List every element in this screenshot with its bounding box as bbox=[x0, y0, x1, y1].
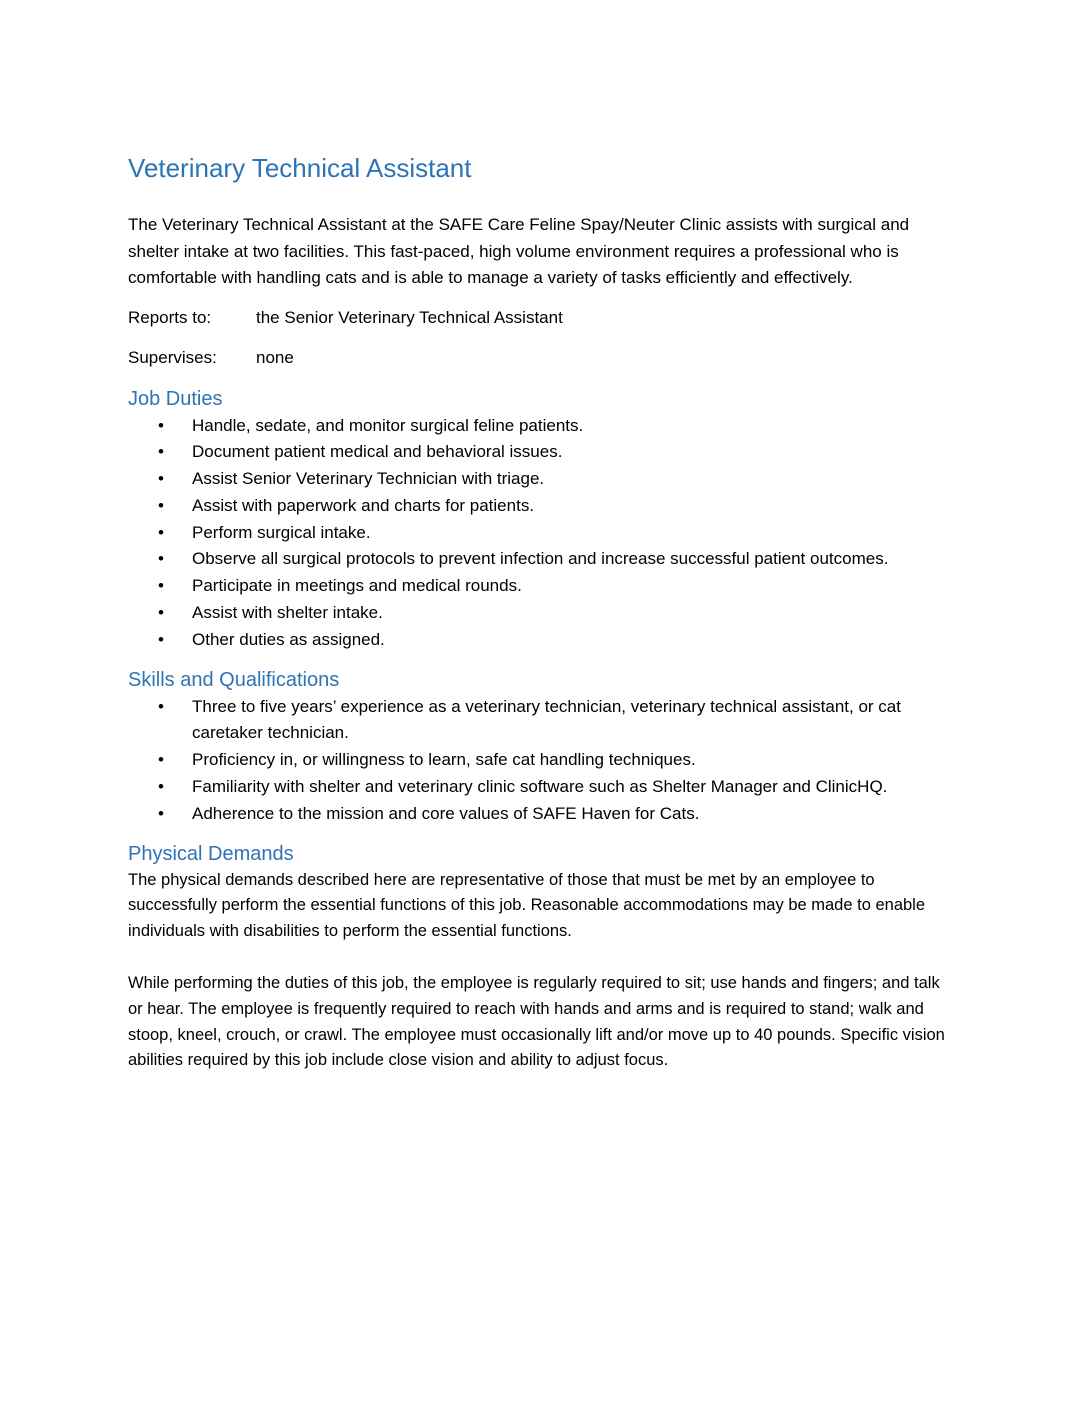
reports-to-label: Reports to: bbox=[128, 307, 212, 327]
list-item: • Perform surgical intake. bbox=[128, 520, 958, 547]
reports-to-value: the Senior Veterinary Technical Assistant bbox=[256, 307, 563, 327]
bullet-icon: • bbox=[158, 576, 164, 596]
bullet-icon: • bbox=[158, 803, 164, 823]
job-duties-list bbox=[128, 413, 958, 654]
list-item: • Familiarity with shelter and veterinary clinic software such as Shelter Manager and ClinicHQ. bbox=[128, 774, 958, 801]
list-item: • Assist with paperwork and charts for patients. bbox=[128, 493, 958, 520]
bullet-icon: • bbox=[158, 522, 164, 542]
list-item: • Other duties as assigned. bbox=[128, 627, 958, 654]
bullet-icon: • bbox=[158, 549, 164, 569]
list-item: • Proficiency in, or willingness to learn, safe cat handling techniques. bbox=[128, 747, 958, 774]
list-item: • Observe all surgical protocols to prevent infection and increase successful patient outcomes. bbox=[128, 546, 958, 573]
list-item: • Three to five years’ experience as a veterinary technician, veterinary technical assistant, or cat caretaker technician. bbox=[128, 694, 958, 748]
supervises-label: Supervises: bbox=[128, 347, 217, 367]
bullet-icon: • bbox=[158, 629, 164, 649]
bullet-icon: • bbox=[158, 469, 164, 489]
intro-paragraph: The Veterinary Technical Assistant at the SAFE Care Feline Spay/Neuter Clinic assists with surgical and shelter intake at two facilities. This fast-paced, high volume environment requires a professional who is comfortable with handling cats and is able to manage a variety of tasks efficiently and effectively. bbox=[128, 215, 910, 287]
physical-demands-heading: Physical Demands bbox=[128, 842, 294, 865]
reports-to-row bbox=[128, 305, 958, 331]
physical-demands-paragraph-1: The physical demands described here are representative of those that must be met by an employee to successfully perform the essential functions of this job. Reasonable accommodations may be made to enable individuals with disabilities to perform the essential functions. bbox=[128, 870, 926, 941]
skills-heading: Skills and Qualifications bbox=[128, 668, 340, 691]
list-item: • Document patient medical and behavioral issues. bbox=[128, 439, 958, 466]
list-item: • Assist with shelter intake. bbox=[128, 600, 958, 627]
page-title: Veterinary Technical Assistant bbox=[128, 153, 472, 183]
list-item: • Handle, sedate, and monitor surgical feline patients. bbox=[128, 413, 958, 440]
document-page bbox=[128, 150, 958, 1074]
skills-list bbox=[128, 694, 958, 828]
bullet-icon: • bbox=[158, 777, 164, 797]
supervises-row bbox=[128, 345, 958, 371]
list-item: • Adherence to the mission and core values of SAFE Haven for Cats. bbox=[128, 801, 958, 828]
bullet-icon: • bbox=[158, 442, 164, 462]
bullet-icon: • bbox=[158, 495, 164, 515]
list-item: • Participate in meetings and medical rounds. bbox=[128, 573, 958, 600]
list-item: • Assist Senior Veterinary Technician with triage. bbox=[128, 466, 958, 493]
bullet-icon: • bbox=[158, 415, 164, 435]
physical-demands-paragraph-2: While performing the duties of this job, the employee is regularly required to sit; use hands and fingers; and talk or hear. The employee is frequently required to reach with hands and arms and is required to stand; walk and stoop, kneel, crouch, or crawl. The employee must occasionally lift and/or move up to 40 pounds. Specific vision abilities required by this job include close vision and ability to adjust focus. bbox=[128, 974, 945, 1070]
bullet-icon: • bbox=[158, 696, 164, 716]
supervises-value: none bbox=[256, 347, 294, 367]
job-duties-heading: Job Duties bbox=[128, 387, 223, 410]
paragraph-spacer bbox=[128, 945, 958, 971]
bullet-icon: • bbox=[158, 603, 164, 623]
bullet-icon: • bbox=[158, 750, 164, 770]
